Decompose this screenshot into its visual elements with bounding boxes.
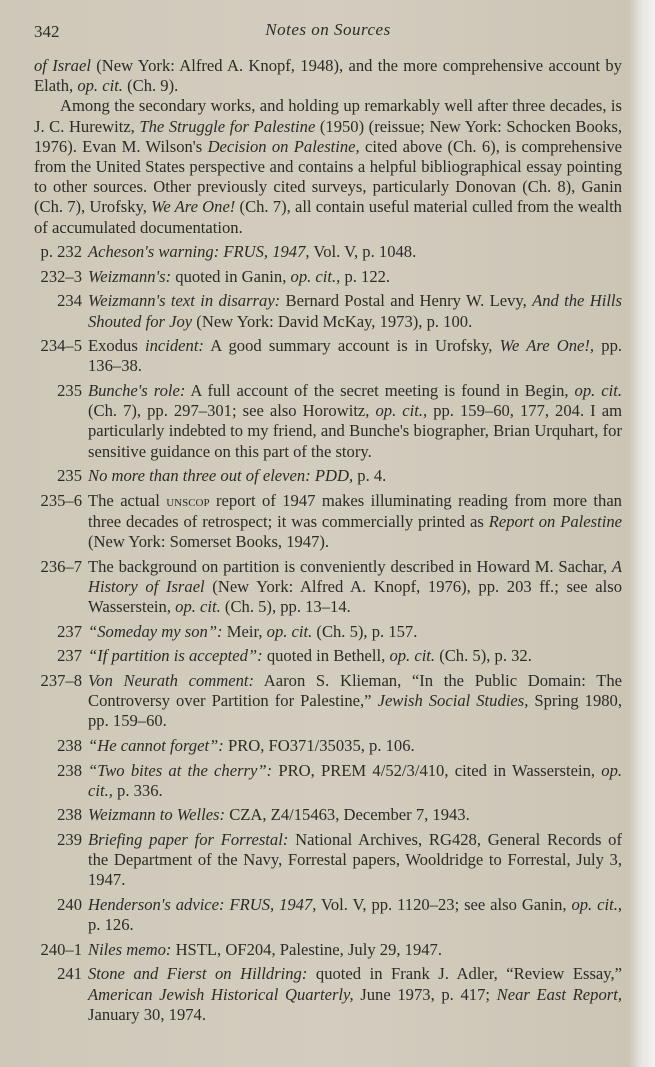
note-entry (34, 336, 622, 376)
text-segment: PRO, PREM 4/52/3/410, cited in Wasserstein, (272, 760, 602, 780)
text-segment: HSTL, OF204, Palestine, July 29, 1947. (171, 939, 442, 959)
italic-text: op. cit., (290, 266, 341, 286)
note-entry (34, 736, 622, 756)
note-entry (34, 895, 622, 935)
text-segment: unscop (166, 493, 210, 510)
note-entry (34, 622, 622, 642)
note-entry (34, 267, 622, 287)
text-segment: Spring 1980, pp. 159–60. (88, 691, 622, 731)
note-page-ref: 235–6 (40, 490, 82, 510)
italic-text: A History of Israel (88, 556, 622, 596)
italic-text: Henderson's advice: FRUS, 1947, (88, 894, 317, 914)
note-entry (34, 671, 622, 732)
italic-text: Decision on Palestine, (207, 136, 360, 156)
italic-text: “Someday my son”: (88, 621, 223, 641)
note-page-ref: 238 (57, 735, 82, 755)
notes-list (34, 242, 622, 1025)
text-segment: Meir, (222, 621, 267, 641)
page-body (34, 56, 622, 1025)
italic-text: “If partition is accepted”: (88, 646, 263, 666)
italic-text: Bunche's role: (88, 381, 186, 400)
note-entry (34, 830, 622, 891)
note-text (88, 830, 622, 891)
italic-text: incident: (144, 336, 204, 356)
note-text (88, 267, 622, 287)
note-entry (34, 805, 622, 825)
note-page-ref: 237–8 (40, 670, 82, 690)
text-segment: (1950) (reissue; New York: Schocken Books, 1976). Evan M. Wilson's (34, 116, 622, 156)
note-text (88, 491, 622, 553)
text-segment: CZA, Z4/15463, December 7, 1943. (225, 805, 470, 825)
italic-text: The Struggle for Palestine (139, 116, 316, 136)
italic-text: We Are One! (151, 197, 236, 217)
note-entry (34, 242, 622, 262)
text-segment: Bernard Postal and Henry W. Levy, (280, 291, 533, 311)
note-page-ref: 237 (57, 646, 82, 666)
note-text (88, 895, 622, 935)
intro-paragraphs (34, 56, 622, 238)
text-segment: p. 336. (112, 780, 163, 800)
note-text (88, 622, 622, 642)
text-segment: Among the secondary works, and holding up remarkably well after three decades, is J. C. Hurewitz, (34, 96, 622, 136)
italic-text: No more than three out of eleven: PDD, (88, 466, 354, 486)
note-entry (34, 940, 622, 960)
note-page-ref: 234–5 (40, 336, 82, 356)
note-text (88, 291, 622, 331)
italic-text: Jewish Social Studies, (377, 691, 529, 711)
text-segment: (Ch. 9). (122, 76, 179, 96)
text-segment: The background on partition is conveniently described in Howard M. Sachar, (88, 556, 612, 576)
note-page-ref: 239 (57, 829, 82, 849)
note-entry (34, 646, 622, 666)
note-page-ref: 232–3 (40, 266, 82, 286)
text-segment: (Ch. 5), p. 32. (435, 646, 532, 666)
text-segment: p. 122. (340, 266, 391, 286)
text-segment: pp. 159–60, 177, 204. I am particularly indebted to my friend, and Bunche's biographer, Brian Urquhart, for sensitive guidance on this part of the story. (88, 401, 622, 461)
text-segment: p. 4. (353, 466, 387, 486)
note-text (88, 761, 622, 801)
italic-text: “Two bites at the cherry”: (88, 760, 273, 780)
italic-text: Acheson's warning: FRUS, 1947, (88, 242, 310, 262)
note-text (88, 805, 622, 825)
italic-text: op. cit., (88, 760, 623, 800)
italic-text: Niles memo: (88, 939, 172, 959)
text-segment: (New York: Somerset Books, 1947). (88, 532, 330, 552)
italic-text: We Are One!, (499, 336, 595, 356)
text-segment: report of 1947 makes illuminating reading from more than three decades of retrospect; it was commercially printed as (88, 490, 622, 531)
note-entry (34, 491, 622, 553)
note-page-ref: 236–7 (40, 556, 82, 576)
note-text (88, 242, 622, 262)
text-segment: Vol. V, p. 1048. (309, 242, 417, 262)
italic-text: op. cit. (389, 646, 436, 666)
text-segment: Exodus (88, 336, 145, 356)
note-page-ref: p. 232 (40, 242, 82, 262)
note-page-ref: 237 (57, 621, 82, 641)
note-entry (34, 964, 622, 1025)
running-title: Notes on Sources (265, 20, 391, 39)
page-header (34, 20, 622, 44)
note-text (88, 466, 622, 486)
note-entry (34, 291, 622, 331)
note-text (88, 671, 622, 732)
text-segment: January 30, 1974. (88, 1004, 206, 1024)
note-text (88, 381, 622, 462)
note-text (88, 940, 622, 960)
text-segment: A good summary account is in Urofsky, (203, 336, 500, 356)
note-text (88, 646, 622, 666)
text-segment: cited above (Ch. 6), is comprehensive from the United States perspective and contains a helpful bibliographical essay pointing to other sources. Other previously cited surveys, particularly Donovan (Ch. 8), Ganin (Ch. 7), Urofsky, (34, 136, 622, 217)
italic-text: op. cit., (375, 401, 428, 421)
text-segment: (Ch. 5), p. 157. (312, 621, 418, 641)
note-entry (34, 761, 622, 801)
text-segment: (New York: Alfred A. Knopf, 1948), and the more comprehensive account by Elath, (34, 56, 622, 96)
text-segment: Aaron S. Klieman, “In the Public Domain: The Controversy over Partition for Palestine,” (88, 670, 622, 711)
italic-text: “He cannot forget”: (88, 735, 224, 755)
italic-text: Von Neurath comment: (88, 670, 255, 690)
text-segment: (New York: David McKay, 1973), p. 100. (192, 311, 473, 331)
note-page-ref: 240 (57, 894, 82, 914)
italic-text: op. cit. (175, 597, 221, 617)
paragraph (34, 56, 622, 96)
italic-text: op. cit. (574, 381, 622, 400)
paragraph (34, 96, 622, 237)
text-segment: A full account of the secret meeting is found in Begin, (185, 381, 575, 400)
text-segment: pp. 136–38. (88, 336, 623, 376)
note-text (88, 557, 622, 618)
italic-text: American Jewish Historical Quarterly, (88, 984, 354, 1004)
text-segment: The actual (88, 490, 167, 510)
text-segment: (New York: Alfred A. Knopf, 1976), pp. 203 ff.; see also Wasserstein, (88, 577, 622, 617)
note-text (88, 336, 622, 376)
italic-text: op. cit. (266, 621, 313, 641)
italic-text: Briefing paper for Forrestal: (88, 829, 289, 849)
italic-text: And the Hills Shouted for Joy (88, 291, 622, 331)
italic-text: Weizmann's text in disarray: (88, 291, 281, 311)
note-page-ref: 241 (57, 964, 82, 984)
note-page-ref: 235 (57, 466, 82, 486)
note-page-ref: 234 (57, 291, 82, 311)
italic-text: Stone and Fierst on Hilldring: (88, 964, 308, 984)
text-segment: Vol. V, pp. 1120–23; see also Ganin, (316, 894, 572, 914)
italic-text: Weizmann's: (88, 266, 172, 286)
italic-text: of Israel (34, 56, 91, 75)
note-page-ref: 238 (57, 760, 82, 780)
note-page-ref: 235 (57, 381, 82, 400)
note-page-ref: 238 (57, 805, 82, 825)
text-segment: quoted in Bethell, (262, 646, 390, 666)
text-segment: quoted in Ganin, (171, 266, 291, 286)
note-entry (34, 466, 622, 486)
italic-text: Near East Report, (496, 984, 622, 1004)
page-number: 342 (34, 22, 60, 41)
text-segment: National Archives, RG428, General Records of the Department of the Navy, Forrestal papers, Wooldridge to Forrestal, July 3, 1947. (88, 829, 622, 890)
note-text (88, 736, 622, 756)
text-segment: PRO, FO371/35035, p. 106. (223, 735, 415, 755)
italic-text: Report on Palestine (488, 512, 622, 531)
note-entry (34, 557, 622, 618)
italic-text: op. cit., (571, 894, 622, 914)
text-segment: (Ch. 5), pp. 13–14. (220, 597, 351, 617)
text-segment: quoted in Frank J. Adler, “Review Essay,” (307, 964, 622, 984)
note-page-ref: 240–1 (40, 939, 82, 959)
text-segment: (Ch. 7), all contain useful material culled from the wealth of accumulated documentation. (34, 197, 622, 237)
text-segment: (Ch. 7), pp. 297–301; see also Horowitz, (88, 401, 376, 421)
text-segment: June 1973, p. 417; (353, 984, 497, 1004)
italic-text: Weizmann to Welles: (88, 805, 226, 825)
text-segment: p. 126. (88, 915, 134, 935)
italic-text: op. cit. (77, 76, 123, 96)
note-text (88, 964, 622, 1025)
note-entry (34, 381, 622, 462)
